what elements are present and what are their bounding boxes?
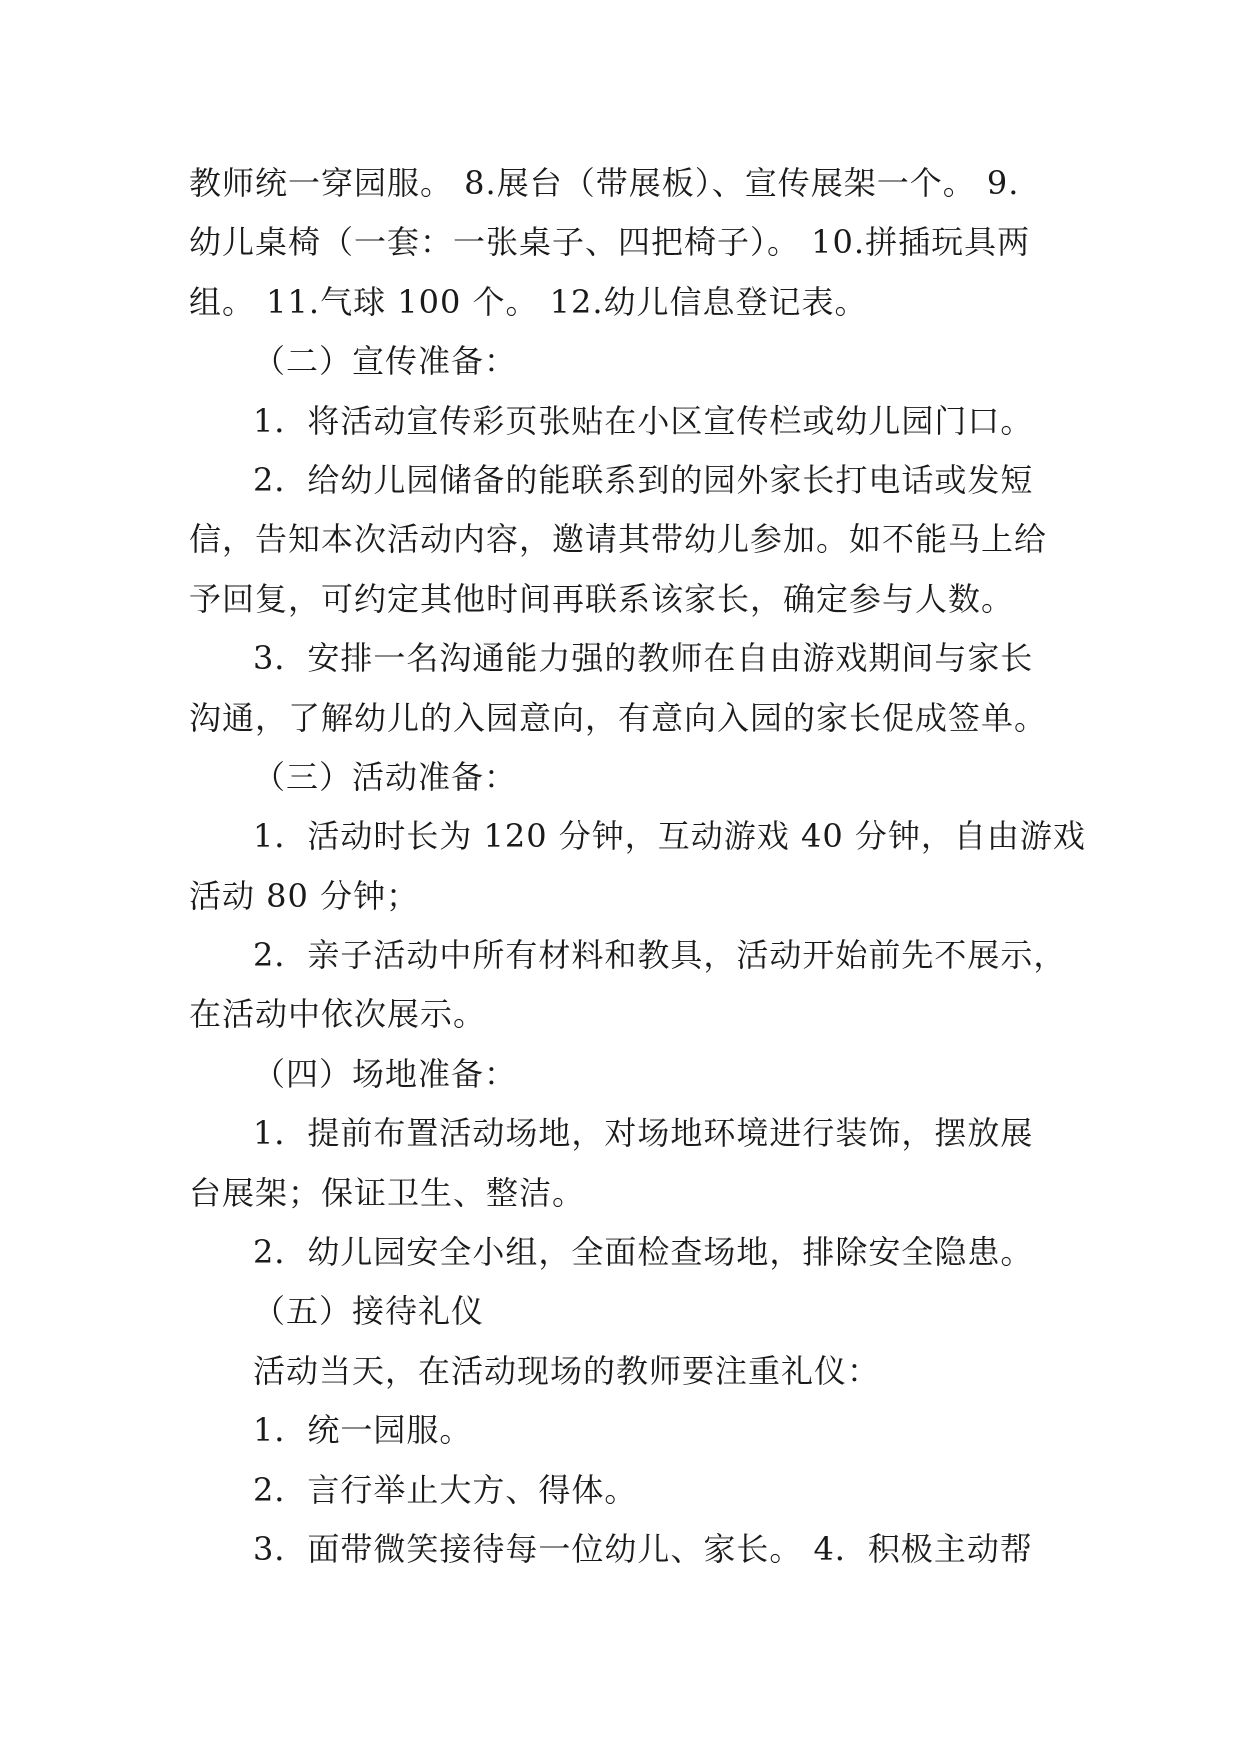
text-line: 组。 11.气球 100 个。 12.幼儿信息登记表。 (189, 282, 868, 321)
text-line: 2．给幼儿园储备的能联系到的园外家长打电话或发短 (253, 460, 1034, 499)
text-line: 3．安排一名沟通能力强的教师在自由游戏期间与家长 (253, 639, 1034, 678)
text-line: 2．幼儿园安全小组，全面检查场地，排除安全隐患。 (253, 1233, 1034, 1272)
text-line: 教师统一穿园服。 8.展台（带展板）、宣传展架一个。 9. (189, 164, 1020, 202)
text-line: 1．将活动宣传彩页张贴在小区宣传栏或幼儿园门口。 (253, 401, 1034, 440)
section-heading: （五）接待礼仪 (253, 1292, 485, 1331)
section-heading: （三）活动准备： (253, 757, 518, 796)
text-line: 予回复，可约定其他时间再联系该家长，确定参与人数。 (189, 579, 1015, 618)
text-line: 在活动中依次展示。 (189, 995, 487, 1034)
text-line: 1．提前布置活动场地，对场地环境进行装饰，摆放展 (253, 1114, 1034, 1153)
text-line: 3．面带微笑接待每一位幼儿、家长。 4．积极主动帮 (253, 1529, 1033, 1568)
text-line: 活动 80 分钟； (189, 876, 420, 915)
text-line: 台展架；保证卫生、整洁。 (189, 1173, 586, 1212)
text-line: 幼儿桌椅（一套：一张桌子、四把椅子）。 10.拼插玩具两 (189, 223, 1031, 262)
text-line: 信，告知本次活动内容，邀请其带幼儿参加。如不能马上给 (189, 520, 1048, 559)
text-line: 活动当天，在活动现场的教师要注重礼仪： (253, 1351, 881, 1390)
section-heading: （二）宣传准备： (253, 342, 518, 381)
text-line: 1．活动时长为 120 分钟，互动游戏 40 分钟，自由游戏 (253, 817, 1086, 856)
text-line: 2．言行举止大方、得体。 (253, 1470, 638, 1509)
text-line: 2．亲子活动中所有材料和教具，活动开始前先不展示， (253, 936, 1067, 975)
text-line: 1．统一园服。 (253, 1411, 473, 1450)
section-heading: （四）场地准备： (253, 1054, 518, 1093)
text-line: 沟通，了解幼儿的入园意向，有意向入园的家长促成签单。 (189, 698, 1048, 737)
document-body (189, 154, 1086, 1579)
